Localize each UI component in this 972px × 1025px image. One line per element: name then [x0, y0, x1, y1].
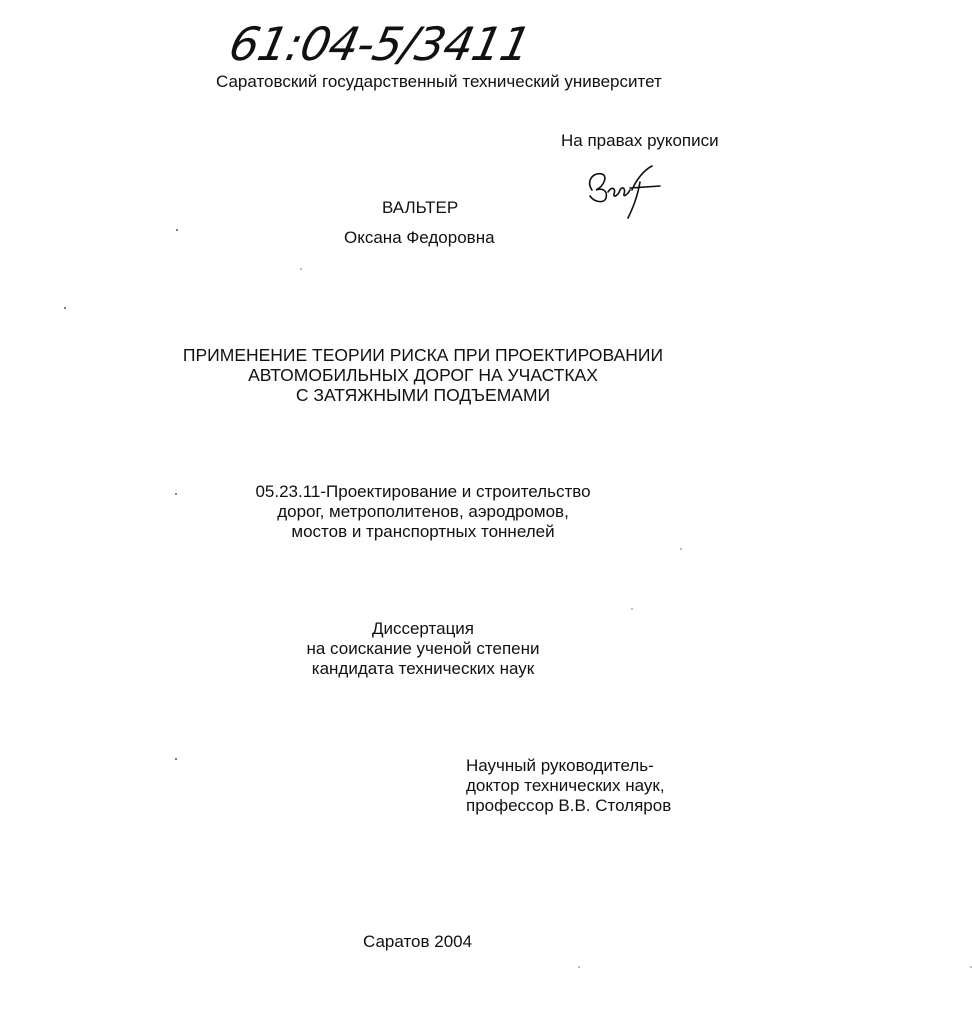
specialty	[26, 482, 820, 542]
dissertation-line: на соискание ученой степени	[306, 639, 540, 658]
scan-speck	[300, 268, 302, 270]
author-surname: ВАЛЬТЕР	[382, 198, 459, 217]
scan-speck	[176, 229, 178, 231]
scientific-supervisor	[466, 756, 671, 816]
dissertation-line: кандидата технических наук	[311, 659, 535, 678]
specialty-line: 05.23.11-Проектирование и строительство	[255, 482, 591, 501]
scan-speck	[631, 608, 633, 610]
handwritten-registry-number	[222, 8, 535, 78]
author-given-names: Оксана Федоровна	[344, 228, 495, 247]
dissertation-type	[26, 619, 820, 679]
scan-speck	[175, 758, 177, 760]
scan-speck	[680, 548, 682, 550]
author-signature	[578, 160, 668, 222]
scan-speck	[175, 493, 177, 495]
city-year: Саратов 2004	[363, 932, 473, 951]
manuscript-rights-note: На правах рукописи	[561, 131, 719, 150]
university-name: Саратовский государственный технический университет	[216, 72, 662, 91]
title-line: ПРИМЕНЕНИЕ ТЕОРИИ РИСКА ПРИ ПРОЕКТИРОВАНИИ	[182, 345, 664, 365]
scan-speck	[64, 307, 66, 309]
registry-number-text: 61:04-5/3411	[224, 17, 535, 71]
supervisor-line: доктор технических наук,	[466, 776, 665, 795]
dissertation-title	[26, 345, 820, 405]
title-line: С ЗАТЯЖНЫМИ ПОДЪЕМАМИ	[295, 385, 551, 405]
dissertation-line: Диссертация	[371, 619, 475, 638]
specialty-line: дорог, метрополитенов, аэродромов,	[277, 502, 569, 521]
scan-speck	[578, 966, 580, 968]
supervisor-line: Научный руководитель-	[466, 756, 654, 775]
title-line: АВТОМОБИЛЬНЫХ ДОРОГ НА УЧАСТКАХ	[248, 365, 598, 385]
supervisor-line: профессор В.В. Столяров	[466, 796, 672, 815]
specialty-line: мостов и транспортных тоннелей	[291, 522, 555, 541]
